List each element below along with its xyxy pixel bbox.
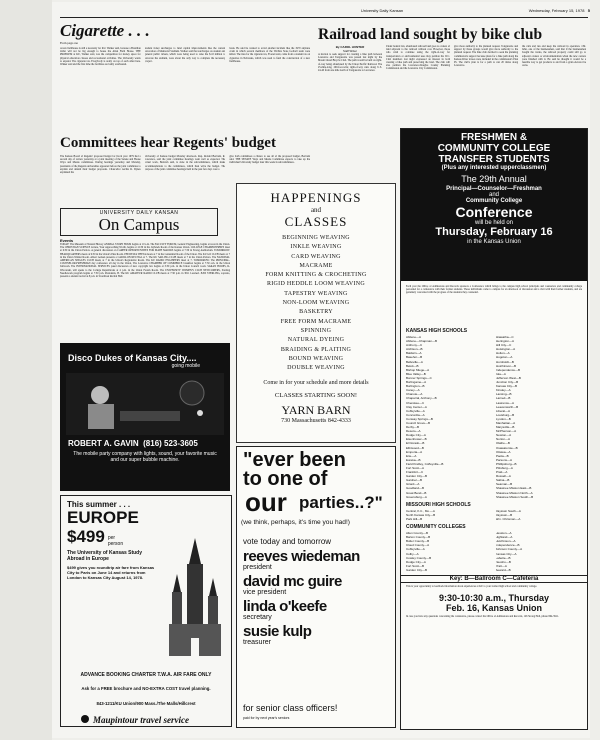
hs-school: Russell—A <box>496 474 511 479</box>
header-paper-name: University Daily Kansan <box>360 8 404 13</box>
candidate-role: treasurer <box>243 639 272 646</box>
college: Hesston—A <box>495 531 512 536</box>
hs-school: Hutchinson—B <box>496 363 517 368</box>
college: Garden City—B <box>406 567 428 572</box>
cigarette-headline: Cigarette . . . <box>60 21 150 40</box>
cigarette-jump: From page one <box>60 41 78 45</box>
committees-col-2: University of Kansas budget Monday afternoon. Rep. Ronald Bertram, R-Lawrence, said the joint committee hearings went well as expected. The actual work, Bertram said, is done in the subcommittees, which make recommendations to the committees, which then write the budget. The purpose of the joint committee hearings held in the past few days was to <box>144 155 226 171</box>
party-line-2: to one of <box>243 468 328 490</box>
hs-school: Coffeyville—A <box>406 408 425 413</box>
class-item: TAPESTRY WEAVING <box>284 290 348 297</box>
yarn-headline: HAPPENINGS <box>270 190 362 205</box>
hs-school: El Dorado—B <box>406 441 425 446</box>
hs-school: Salina—B <box>496 478 510 483</box>
hs-school: Liberal—A <box>496 408 511 413</box>
hs-school: Lyndon—B <box>496 416 511 421</box>
hs-school: McPherson—A <box>496 429 517 434</box>
mo-school: Raytown South—A <box>495 508 521 513</box>
conf-line-6: Principal—Counselor—Freshman <box>446 186 542 192</box>
freshmen-conference-ad <box>400 128 588 730</box>
hs-school: Emporia—A <box>406 449 423 454</box>
hs-school: Blue Valley—B <box>406 371 426 376</box>
hs-school: Abilene—Chapman—B <box>406 339 438 344</box>
party-our: our <box>245 487 287 517</box>
conf-line-12: in the Kansas Union <box>467 239 521 245</box>
railroad-byline: By CAROL HUNTER <box>335 45 365 49</box>
campus-masthead: UNIVERSITY DAILY KANSAN <box>99 210 179 216</box>
hs-school: Clay Center—A <box>406 404 427 409</box>
college: Fort Scott—B <box>406 563 425 568</box>
yarn-barn-name: YARN BARN <box>281 403 351 418</box>
hs-school: Chaparral, Anthony—B <box>406 396 437 401</box>
committees-col-1: The Kansas Board of Regents' proposed budget for fiscal year 1979 had a second day of review yesterday at a joint meeting of the Senate and House Ways and Means committees. During hearings yesterday and Monday, presidents of the Regents universities appeared before the joint committee to explain and defend their budget proposals. Chancellor Archie R. Dykes explained the <box>60 155 141 175</box>
college: Seward—B <box>495 567 511 572</box>
campus-title: On Campus <box>98 215 180 234</box>
candidate-name: susie kulp <box>243 623 312 640</box>
europe-price: $499 <box>67 527 105 546</box>
hs-school: Great Bend—B <box>406 490 427 495</box>
disco-tagline: going mobile <box>171 363 200 369</box>
conf-line-9: Conference <box>455 204 533 220</box>
conf-line-2: COMMUNITY COLLEGE <box>437 143 551 154</box>
hs-school: Lawrence—A <box>496 400 515 405</box>
europe-lead: This summer . . . <box>67 500 131 509</box>
mo-school: Wm. Chrisman—A <box>495 516 521 521</box>
cigarette-col-3: basis. He said he wanted to avoid another incident like the 1970 airplane crash in which several members of the Wichita State football team were killed. The idea for the cigarette tax, Everett said, came from a student tax on cigarettes in Nebraska, which was used to fund the construction of a new fieldhouse. <box>229 47 311 63</box>
college: Highland—A <box>495 535 513 540</box>
hs-school: Larned—B <box>496 396 511 401</box>
college: Coffeyville—A <box>406 547 425 552</box>
class-item: BASKETRY <box>299 309 333 316</box>
hs-school: Basehor—B <box>406 355 423 360</box>
hs-school: Eureka—B <box>406 457 421 462</box>
dj-photo <box>60 369 230 439</box>
college: Allen County—B <box>406 531 429 536</box>
hs-school: Olathe—B <box>496 441 510 446</box>
hs-school: Manhattan—A <box>496 420 516 425</box>
senior-class-ad <box>236 446 396 728</box>
hs-school: Paola—B <box>496 453 509 458</box>
class-item: NATURAL DYEING <box>287 337 345 344</box>
conf-line-11: Thursday, February 16 <box>435 226 553 238</box>
maupintour-logo-icon <box>81 715 89 723</box>
conference-footnote: This is your opportunity to feedback information about experiences at KU to your former high school and community college. <box>406 584 538 588</box>
railroad-col-4: the rails and ties and keep the railroad in operation. J.M. Jahn, one of the businessmen, said that if the businessmen bought the tracks, the railroad property could still go to adjacent owners or environmentalists when the new owners were finished with it. He said he thought it would be a feasible way to get products to and from a grain elevator he owns. <box>522 45 586 68</box>
hs-school: Anthony—C <box>406 343 423 348</box>
kansas-hs-heading: KANSAS HIGH SCHOOLS <box>406 328 468 334</box>
conf-line-8: Community College <box>465 198 523 204</box>
campus-events-text: TODAY: The Museum of Natural History ANIMAL STORY HOUR begins at 10 a.m. The FACULTY FORUM, Genetic Engineering, begins at noon in the Union. The CHRISTIAN SCIENCE lecture, Your Approaching Worth, begins at 12:30 in the Jayhawk Room of the Kansas Union. COLLEGE CHAMPIONSHIPS meet at 6:30 in the Union Parlors. A general discussion on CAREER OPPORTUNITIES FOR MATH MAJORS begins at 7:30 in Strong Auditorium. TOMORROW: HEADQUARTERS meets at 9:30 in the Union's Pine Room. PHI DELTA THETA meets at 7 in the Centennial Room of the Union. The KU GO CLUB meets at 7 in the Union Walnut Room. Albert Gerken presents a CARILLON RECITAL at 7. The KU SAILING CLUB meets at 7 in the Union Parlors. The NATIONAL AMERICAN SINGLES CLUB meets at 7 in the Union's Regionalist Room. The KU RADIO ENGINEERS meet at 7. TOMORROW: The PRINCIPAL-COUNSELOR-FRESHMAN day conference all day in the Union. The Lawrence CHAMBER OF COMMERCE breakfast begins at 7:30 a.m. in the Union ballroom. The INTERNATIONAL SERVICES panel discussion of new copyright law begins at 3:30 p.m. in the Union Council room. SARAN HOOPS, R-Wisconsin, will speak to the College Republicans at 4 p.m. in the Union Forum Room. The UNIVERSITY WOMEN'S CLUB NEWCOMERS, Starting Needlework program begins at 7:30 p.m. Presidents, B. The KU AMATEUR RADIO CLUB meets at 7:30 p.m. in 3011 Learned. JUDI STERLING, soprano, presents a student recital at 8 p.m. in Swarthout Recital Hall. <box>60 243 230 279</box>
hs-school: Pratt—A <box>496 470 508 475</box>
europe-detail: $499 gives you roundtrip air fare from Kansas City to Paris on June 14 and returns from London to Kansas City August 14, 1978. <box>67 565 155 580</box>
hs-school: Hill City—C <box>496 343 512 348</box>
page-number: 5 <box>587 8 590 13</box>
class-item: RIGID HEDDLE LOOM WEAVING <box>266 281 366 288</box>
yarn-come-in: Come in for your schedule and more details <box>263 380 369 387</box>
disco-description: The mobile party company with lights, sound, your favorite music and our super bubble machine. <box>73 451 217 463</box>
hs-school: Norton—A <box>496 437 511 442</box>
class-item: FORM KNITTING & CROCHETING <box>265 272 367 279</box>
hs-school: Baldwin—A <box>406 351 422 356</box>
missouri-hs-list <box>406 509 582 521</box>
hs-school: Hugoton—A <box>496 355 513 360</box>
header-date: Wednesday, February 15, 1978 <box>528 8 585 13</box>
hs-school: Humboldt—B <box>496 359 514 364</box>
class-item: BEGINNING WEAVING <box>282 235 350 241</box>
railroad-col-1: A motion to seek support for creating a bike path between Lawrence and Tonganoxie was passed last night by the Mount Oread Bicycle Club. The path would be built on right-of-way being abandoned by the Union Pacific Railroad. The 25-mile-long, 200-foot-wide right-of-way runs along U.S. 24-40 from one mile north of Tonganoxie to Lawrence. <box>318 53 382 73</box>
hs-school: Pittsburg—A <box>496 466 513 470</box>
europe-headline: EUROPE <box>67 508 139 527</box>
college: Cloud County—A <box>406 543 430 548</box>
hs-school: Concordia—A <box>406 412 425 417</box>
yarn-barn-ad <box>236 183 396 443</box>
railroad-story <box>318 26 588 141</box>
disco-title: Disco Dukes of Kansas City.... <box>68 353 197 363</box>
college: Hutchinson—A <box>495 539 516 544</box>
hs-school: Council Grove—B <box>406 420 431 425</box>
yarn-classes: CLASSES <box>284 214 348 229</box>
class-list <box>237 234 395 373</box>
hs-school: Fort Scott—A <box>406 466 425 470</box>
hs-school: Eisenhower—B <box>406 437 427 442</box>
class-item: BOUND WEAVING <box>288 355 344 362</box>
candidate-name: reeves wiedeman <box>243 548 360 565</box>
hs-school: Desoto—A <box>406 429 421 434</box>
conf-line-4: (Plus any interested upperclassmen) <box>441 165 547 171</box>
disco-dukes-ad <box>60 343 230 491</box>
hs-school: Ellinwood—B <box>406 445 424 450</box>
cigarette-col-1: A new fieldhouse is still a necessity for KU. Walker said, because a Brazilian dollar will not be big enough to house the Allen Field House. THE PROBLEM at KU, Walker said, was the competition for money space for physical education classes and recreational activities. The University wants to expand. The cigarette tax. Everybody is really on top of each other here. Walker said and the first time the facilities are badly overheated. <box>60 47 141 67</box>
railroad-role: Staff Writer <box>343 49 357 53</box>
conf-line-3: TRANSFER STUDENTS <box>438 154 550 165</box>
hs-school: Louisburg—B <box>496 412 515 417</box>
hs-school: Hoisington—A <box>496 347 516 352</box>
yarn-and: and <box>310 206 322 214</box>
castle-illustration <box>165 534 225 664</box>
hs-school: Junction City—B <box>496 380 519 385</box>
hs-school: Girard—A <box>406 482 420 487</box>
campus-events-label: Events <box>60 238 74 243</box>
college: Barton County—B <box>406 535 431 540</box>
committees-col-3: give both committees a chance to see all of the proposed budget, Bertram said. THE SENATE Ways and Means Committee expects to take up the individual University budget later this week in subcommittees. <box>229 155 311 165</box>
party-paid-for: paid for by next year's seniors <box>243 716 290 720</box>
cc-heading: COMMUNITY COLLEGES <box>406 524 466 531</box>
college: Neosho—B <box>495 559 511 564</box>
candidate-role: vice president <box>243 589 287 596</box>
hs-school: Newton—A <box>496 433 512 438</box>
mo-school: North Kansas City—B <box>406 512 436 517</box>
hs-school: Derby—B <box>406 425 420 430</box>
hs-school: Chanute—A <box>406 392 423 397</box>
hs-school: Conway Springs—B <box>406 416 433 421</box>
hs-school: Frankfort—C <box>406 470 424 475</box>
class-item: CARD WEAVING <box>291 253 341 260</box>
yarn-address: 730 Massachusetts 842-4333 <box>281 418 351 425</box>
hs-school: Shawnee Mission North—A <box>496 490 533 495</box>
hs-school: Greensburg—A <box>406 494 427 499</box>
cigarette-story <box>60 22 310 142</box>
conf-line-7: and <box>488 192 499 198</box>
mo-school: Central, K.C., Mo.—A <box>406 508 435 513</box>
hs-school: Hiawatha—C <box>496 335 514 339</box>
hs-school: Atchison—B <box>406 347 423 352</box>
adjacent-page-strip <box>0 0 52 740</box>
europe-charter: ADVANCE BOOKING CHARTER T.W.A. AIR FARE ONLY <box>80 672 212 678</box>
hs-school: Garden City—B <box>406 474 428 479</box>
cigarette-col-2: student ticket surcharges to fund capital improvements like the current renovation of Memorial Stadium. Walker said that surcharges on student and general public tickets, which were being used to raise the $1.8 million to renovate the stadium, were about the only way to complete the necessary project. <box>144 47 226 63</box>
candidate-role: president <box>243 564 272 571</box>
europe-org: The University of Kansas Study Abroad in Europe <box>67 550 143 562</box>
conference-date: Feb. 16, Kansas Union <box>445 602 543 613</box>
party-cta: for senior class officers! <box>243 703 338 713</box>
class-item: FREE FORM MACRAME <box>280 318 352 325</box>
candidate-role: secretary <box>243 614 272 621</box>
class-item: BRAIDING & PLAITING <box>280 346 352 353</box>
yarn-starting: CLASSES STARTING SOON! <box>274 392 358 400</box>
hs-school: Gardner—B <box>406 478 423 483</box>
cc-list <box>406 531 582 572</box>
hs-school: Independence—B <box>496 367 521 372</box>
hs-school: Goodland—B <box>406 486 425 491</box>
hs-school: Herington—A <box>496 339 515 344</box>
disco-name: ROBERT A. GAVIN <box>68 439 139 448</box>
hs-school: Cherokee—C <box>406 400 425 405</box>
hs-school: Lansing—B <box>496 392 512 397</box>
hs-school: Seaman—B <box>496 482 513 487</box>
college: Butler County—B <box>406 539 430 544</box>
kansas-hs-col-2 <box>496 335 582 499</box>
hs-school: Erie—A <box>406 453 417 458</box>
maupintour-brand: Maupintour travel service <box>93 715 189 725</box>
mo-school: Raytown—B <box>495 512 513 517</box>
header-rule <box>60 17 588 18</box>
conference-intro: Each year the Office of Admissions and Records sponsors a Conference which brings to the campus high school principals and counselors and community college personnel for a conference with their former students. These individuals come to campus for an afternoon of discussion and a visit with their former students, and are genuinely concerned with the progress of the students they counseled. <box>406 285 582 295</box>
college: Dodge City—A <box>406 559 426 564</box>
college: Johnson County—A <box>495 547 523 552</box>
hs-school: Shawnee Mission East—B <box>496 486 532 491</box>
college: Pratt—A <box>495 563 507 568</box>
college: Labette—B <box>495 555 511 560</box>
hs-school: Bishop Miege—A <box>406 367 430 372</box>
hs-school: Leavenworth—B <box>496 404 519 409</box>
class-item: INKLE WEAVING <box>290 244 342 251</box>
europe-per: per person <box>107 535 124 547</box>
conference-contact-note: In case you have any questions concerning the conference, please contact the Office of Admissions and Records, 126 Strong Hall, phone 864-3911. <box>406 614 559 618</box>
party-vote: vote today and tomorrow <box>243 537 332 546</box>
hs-school: Kansas City—B <box>496 384 518 389</box>
on-campus-column <box>60 208 230 360</box>
hs-school: Kinsley—A <box>496 388 511 393</box>
class-item: NON-LOOM WEAVING <box>282 300 350 307</box>
hs-school: Phillipsburg—B <box>496 461 517 466</box>
hs-school: Iola—A <box>496 371 506 376</box>
railroad-col-2: Under federal law, abandoned railroad land goes to owners of land adjacent to the railroad without cost. However, those who wish to continue using the right-of-way for transportation or environmental uses may petition the ICC. Club members last night expressed an interest in both creating a bike path and preserving the land. The club will also petition the Lawrence-Douglas County Planning Commission and the Lawrence City Commission. <box>386 45 450 71</box>
europe-ad <box>60 495 232 727</box>
railroad-col-3: give more authority to the planned request. Tonganoxie and support by these groups would give more authority to the planned request. The bike club decided to seek the planning commission's support because plans for a bike path along the Kansas River levees were included in the commission's Plan 95. The club's plan is for a path to run 20 miles along Lawrence. <box>454 45 518 68</box>
hs-school: Marysville—B <box>496 425 515 430</box>
mo-school: Park Hill—B <box>406 516 423 521</box>
candidate-list <box>243 550 393 650</box>
candidate-name: linda o'keefe <box>243 598 327 615</box>
hs-school: Burlington—B <box>406 384 425 389</box>
hs-school: Caney—A <box>406 388 420 393</box>
conf-line-1: FRESHMEN & <box>460 132 528 143</box>
hs-school: Holton—A <box>496 351 510 356</box>
college: Cowley County—B <box>406 555 432 560</box>
conf-line-5: The 29th Annual <box>461 174 527 184</box>
hs-school: Ottawa—A <box>496 449 511 454</box>
class-item: DOUBLE WEAVING <box>287 365 345 372</box>
hs-school: Parsons—A <box>496 457 513 462</box>
class-item: SPINNING <box>300 327 332 334</box>
hs-school: Belleville—A <box>406 359 423 364</box>
hs-school: Field Kindley, Coffeyville—B <box>406 461 444 466</box>
candidate-name: david mc guire <box>243 573 342 590</box>
location-key: Key: B—Ballroom C—Cafeteria <box>401 575 587 583</box>
party-line-1: "ever been <box>243 449 346 471</box>
europe-brochure: Ask for a FREE brochure and NO-EXTRA COST travel planning. <box>81 686 211 691</box>
hs-school: Osawatomie—B <box>496 445 518 450</box>
hs-school: Burlingame—A <box>406 380 427 385</box>
hs-school: Bonner Springs—C <box>406 375 432 380</box>
hs-school: Jefferson West—B <box>496 375 521 380</box>
railroad-headline: Railroad land sought by bike club <box>318 26 543 43</box>
hs-school: Abilene—A <box>406 335 422 339</box>
conference-banner <box>401 129 587 281</box>
hs-school: Beloit—B <box>406 363 419 368</box>
committees-headline: Committees hear Regents' budget <box>60 135 276 151</box>
kansas-hs-col-1 <box>406 335 492 499</box>
conference-time: 9:30-10:30 a.m., Thursday <box>438 592 550 603</box>
europe-contact: 843-1211/KU Union/900 Mass./The Malls/Hillcrest <box>96 701 196 706</box>
missouri-hs-heading: MISSOURI HIGH SCHOOLS <box>406 501 471 508</box>
hs-school: Shawnee Mission South—B <box>496 494 534 499</box>
class-item: MACRAME <box>299 262 333 269</box>
party-paren: (we think, perhaps, it's time you had!) <box>241 519 351 526</box>
hs-school: Dodge City—A <box>406 433 426 438</box>
disco-phone: (816) 523-3605 <box>143 439 198 448</box>
college: Independence—B <box>495 543 520 548</box>
conf-line-10: will be held on <box>474 220 514 226</box>
party-line-4: parties..?" <box>299 493 383 512</box>
college: Kansas City—A <box>495 551 517 556</box>
college: Colby—A <box>406 551 419 556</box>
